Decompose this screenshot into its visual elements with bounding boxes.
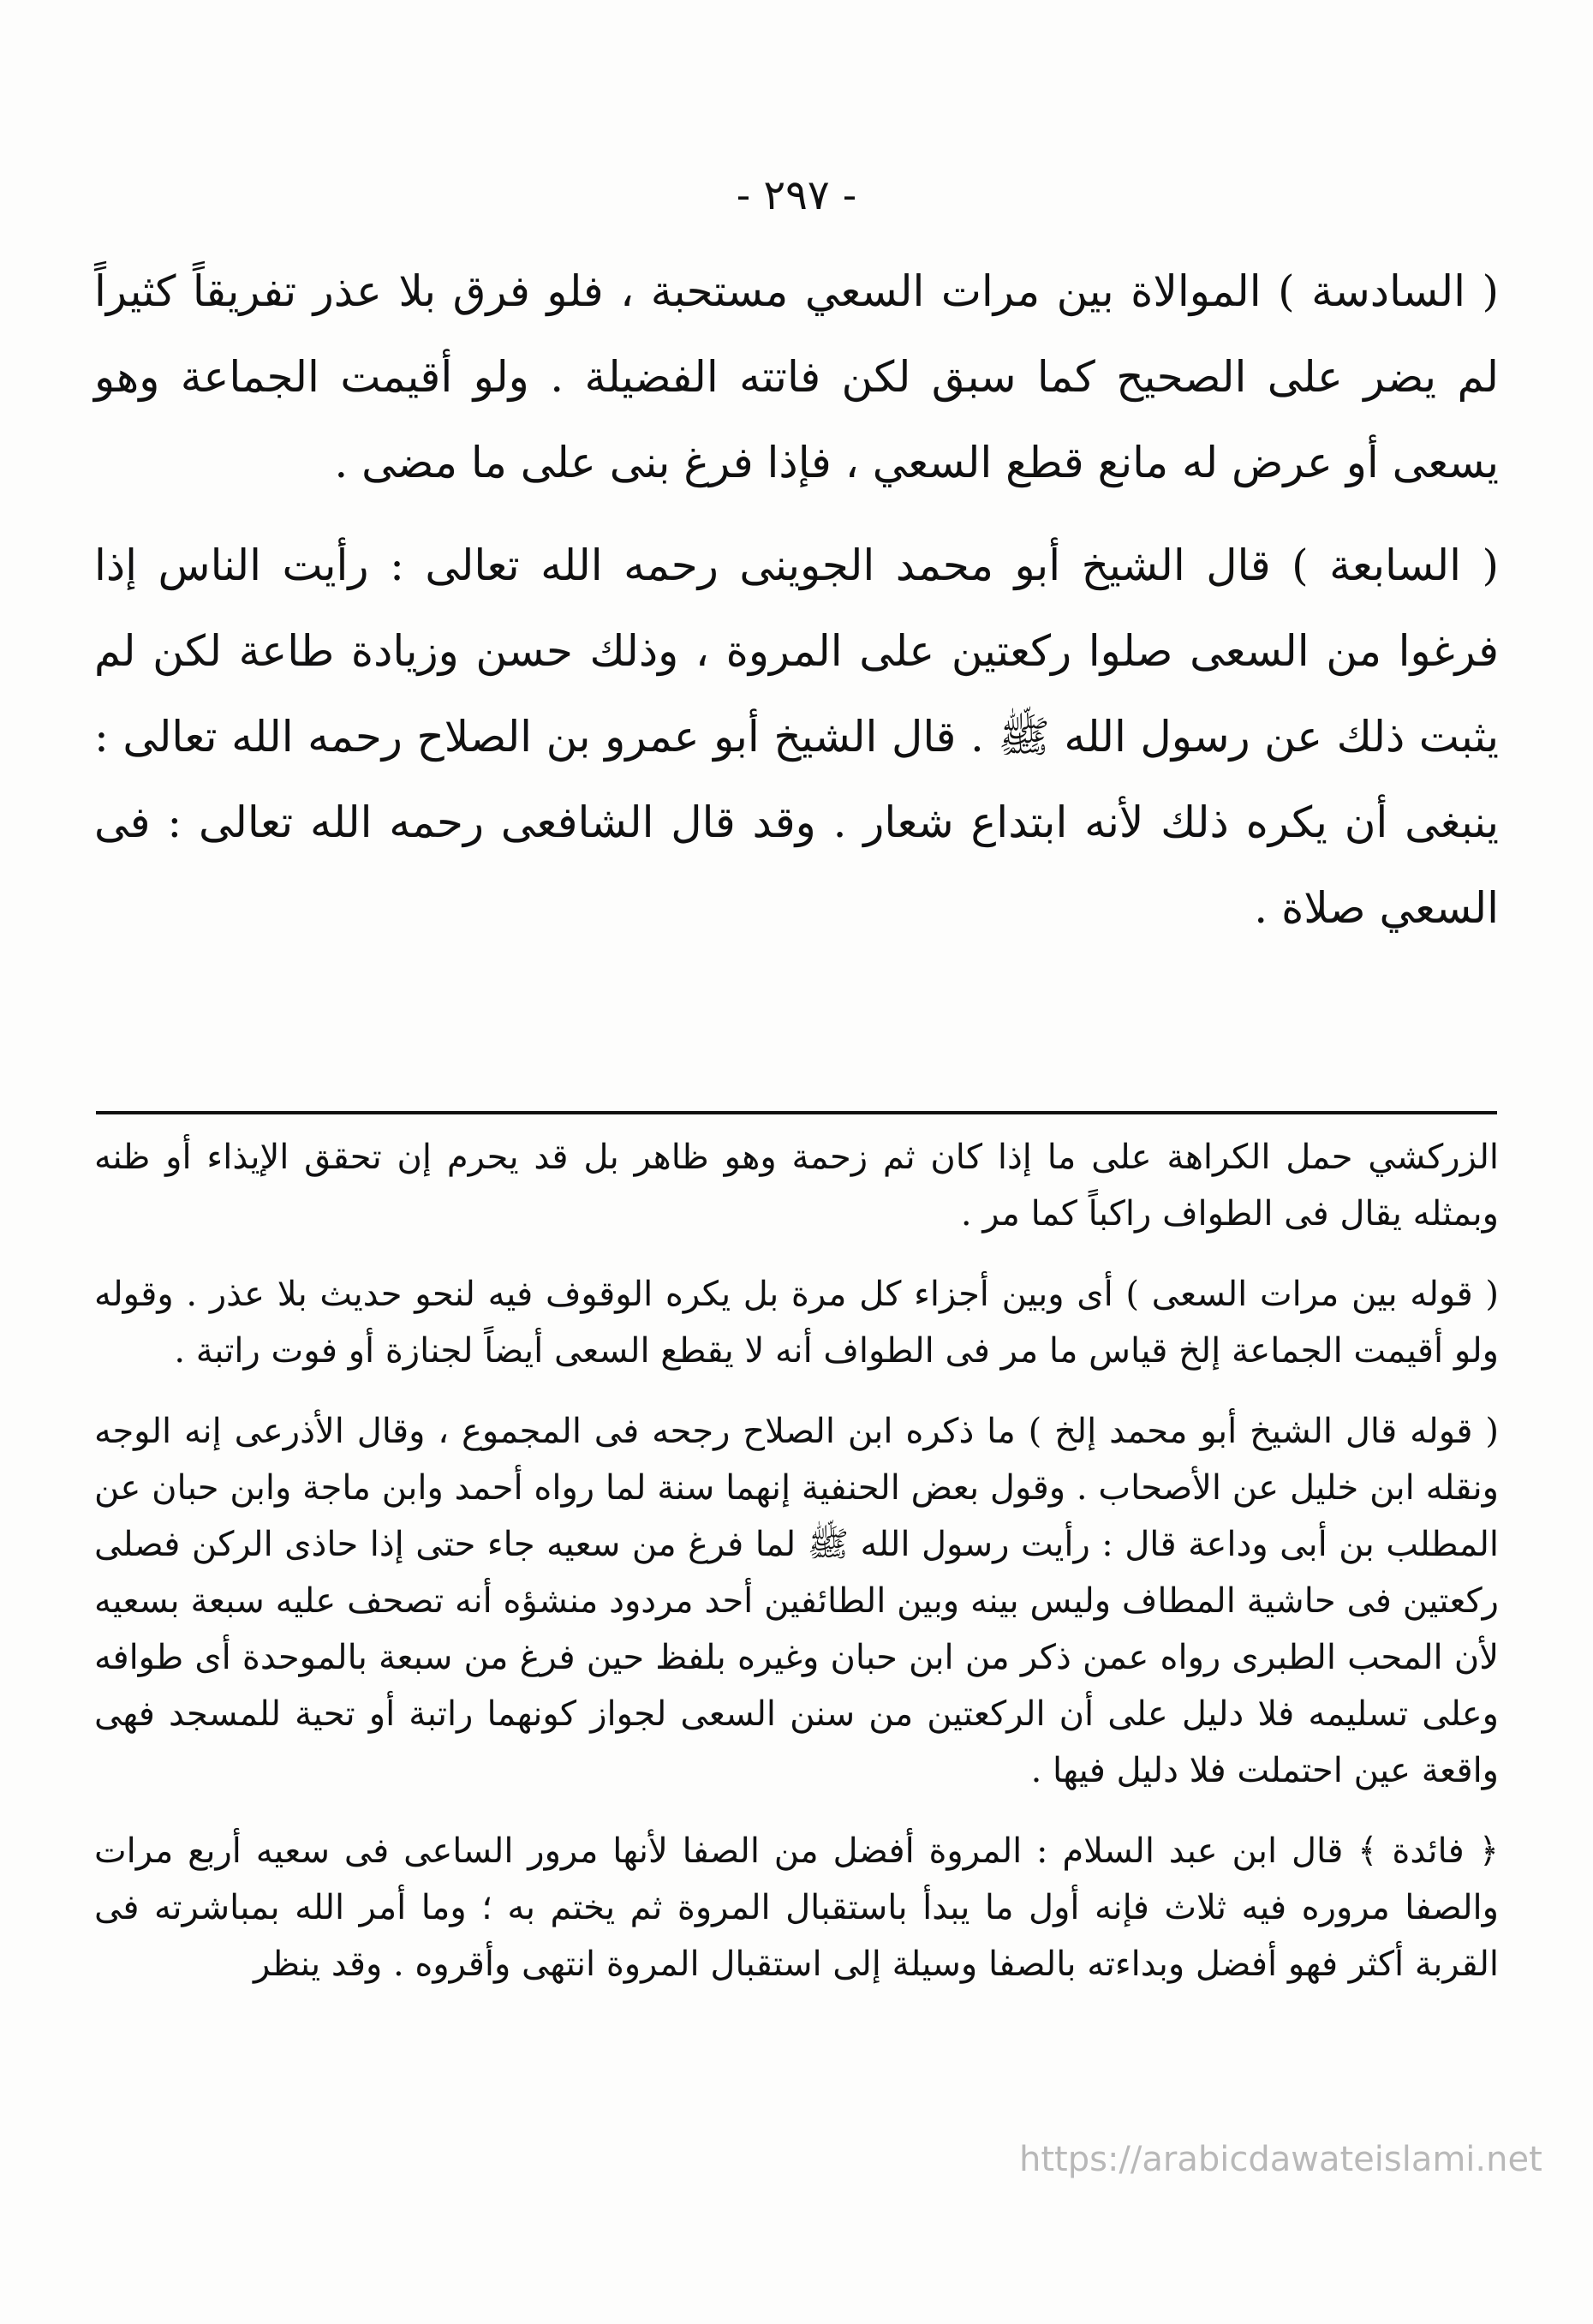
footnote-divider	[96, 1111, 1497, 1114]
footnote-paragraph: ( قوله قال الشيخ أبو محمد إلخ ) ما ذكره ابن الصلاح رجحه فى المجموع ، وقال الأذرعى إنه الوجه ونقله ابن خليل عن الأصحاب . وقول بعض الحنفية إنهما سنة لما رواه أحمد وابن ماجة وابن حبان عن المطلب بن أبى وداعة قال : رأيت رسول الله ﷺ لما فرغ من سعيه جاء حتى إذا حاذى الركن فصلى ركعتين فى حاشية المطاف وليس بينه وبين الطائفين أحد مردود منشؤه أنه تصحف عليه سبعة بسعيه لأن المحب الطبرى رواه عمن ذكر من ابن حبان وغيره بلفظ حين فرغ من سبعة بالموحدة أى طوافه وعلى تسليمه فلا دليل على أن الركعتين من سنن السعى لجواز كونهما راتبة أو تحية للمسجد فهى واقعة عين احتملت فلا دليل فيها .	[94, 1412, 1500, 1790]
page-number: - ٢٩٧ -	[736, 171, 857, 219]
footnote-paragraph: الزركشي حمل الكراهة على ما إذا كان ثم زحمة وهو ظاهر بل قد يحرم إن تحقق الإيذاء أو ظنه وبمثله يقال فى الطواف راكباً كما مر .	[94, 1138, 1499, 1234]
footnote-paragraph: ﴿ فائدة ﴾ قال ابن عبد السلام : المروة أفضل من الصفا لأنها مرور الساعى فى سعيه أربع مرات والصفا مروره فيه ثلاث فإنه أول ما يبدأ باستقبال المروة ثم يختم به ؛ وما أمر الله بمباشرته فى القربة أكثر فهو أفضل وبداءته بالصفا وسيلة إلى استقبال المروة انتهى وأقروه . وقد ينظر	[94, 1831, 1500, 1984]
watermark: https://arabicdawateislami.net	[1019, 2140, 1542, 2179]
main-paragraph-seventh: ( السابعة ) قال الشيخ أبو محمد الجوينى رحمه الله تعالى : رأيت الناس إذا فرغوا من السعى صلوا ركعتين على المروة ، وذلك حسن وزيادة طاعة لكن لم يثبت ذلك عن رسول الله ﷺ . قال الشيخ أبو عمرو بن الصلاح رحمه الله تعالى : ينبغى أن يكره ذلك لأنه ابتداع شعار . وقد قال الشافعى رحمه الله تعالى : فى السعي صلاة .	[94, 541, 1499, 933]
main-text-body	[94, 248, 1499, 968]
main-paragraph-sixth: ( السادسة ) الموالاة بين مرات السعي مستحبة ، فلو فرق بلا عذر تفريقاً كثيراً لم يضر على الصحيح كما سبق لكن فاتته الفضيلة . ولو أقيمت الجماعة وهو يسعى أو عرض له مانع قطع السعي ، فإذا فرغ بنى على ما مضى .	[94, 266, 1499, 487]
footnotes-section	[94, 1129, 1499, 2016]
footnote-paragraph: ( قوله بين مرات السعى ) أى وبين أجزاء كل مرة بل يكره الوقوف فيه لنحو حديث بلا عذر . وقوله ولو أقيمت الجماعة إلخ قياس ما مر فى الطواف أنه لا يقطع السعى أيضاً لجنازة أو فوت راتبة .	[94, 1275, 1499, 1371]
